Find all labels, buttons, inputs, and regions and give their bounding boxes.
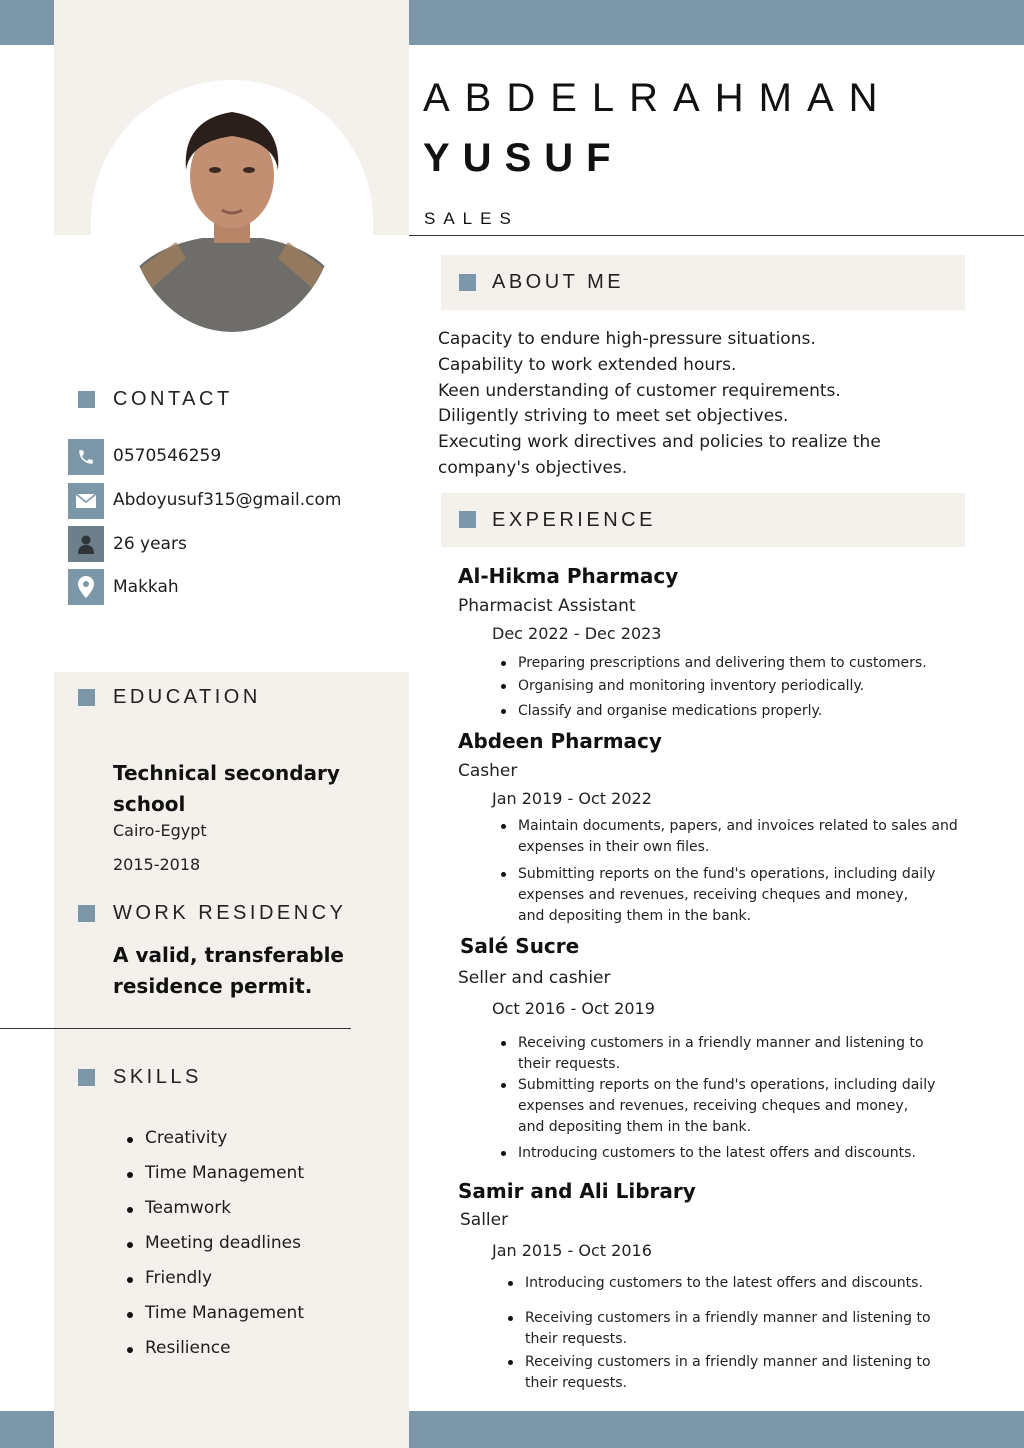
about-line: Capacity to endure high-pressure situations. (438, 329, 816, 349)
residency-title: WORK RESIDENCY (113, 902, 347, 924)
job-bullet: Maintain documents, papers, and invoices related to sales and expenses in their own files. (518, 816, 958, 858)
email-icon (68, 483, 104, 519)
phone-icon (68, 439, 104, 475)
contact-phone[interactable]: 0570546259 (113, 446, 222, 466)
job-title: SALES (424, 209, 519, 228)
education-title: EDUCATION (113, 686, 261, 708)
skill-item: Time Management (145, 1303, 304, 1323)
portrait-illustration-icon (128, 90, 336, 332)
education-location: Cairo-Egypt (113, 821, 207, 840)
residency-line: A valid, transferable (113, 943, 344, 967)
education-square-icon (78, 689, 95, 706)
bottom-left-band (0, 1411, 54, 1448)
job-bullet: Receiving customers in a friendly manner and listening to their requests. (525, 1308, 935, 1350)
experience-square-icon (459, 511, 476, 528)
about-title: ABOUT ME (492, 271, 625, 293)
profile-photo (128, 90, 336, 332)
skill-item: Meeting deadlines (145, 1233, 301, 1253)
job-bullet: Introducing customers to the latest offers and discounts. (525, 1273, 955, 1294)
job-company: Abdeen Pharmacy (458, 729, 662, 753)
skill-item: Friendly (145, 1268, 213, 1288)
job-bullet: Submitting reports on the fund's operations, including daily expenses and revenues, receiving cheques and money, and depositing them in the bank. (518, 864, 938, 927)
school-line: school (113, 792, 186, 816)
job-dates: Jan 2019 - Oct 2022 (492, 789, 652, 808)
job-dates: Dec 2022 - Dec 2023 (492, 624, 662, 643)
top-right-band (409, 0, 1024, 45)
job-bullet: Receiving customers in a friendly manner and listening to their requests. (525, 1352, 935, 1394)
residency-text (113, 940, 344, 1002)
skill-item: Teamwork (145, 1198, 232, 1218)
skills-title: SKILLS (113, 1066, 202, 1088)
about-line: Capability to work extended hours. (438, 354, 737, 375)
job-bullet: Classify and organise medications properly. (518, 701, 958, 722)
contact-city: Makkah (113, 577, 179, 597)
bottom-right-band (409, 1411, 1024, 1448)
job-bullet: Introducing customers to the latest offers and discounts. (518, 1143, 958, 1164)
education-school (113, 758, 340, 820)
job-role: Saller (460, 1210, 509, 1230)
left-divider (0, 1028, 351, 1029)
job-bullet: Organising and monitoring inventory periodically. (518, 676, 958, 697)
about-line: company's objectives. (438, 457, 628, 478)
contact-title: CONTACT (113, 388, 233, 410)
last-name: YUSUF (423, 136, 624, 180)
person-icon (68, 526, 104, 562)
job-role: Casher (458, 761, 518, 781)
job-company: Salé Sucre (460, 934, 580, 958)
residency-square-icon (78, 905, 95, 922)
job-role: Seller and cashier (458, 968, 611, 988)
experience-title: EXPERIENCE (492, 509, 656, 531)
job-bullet: Receiving customers in a friendly manner and listening to their requests. (518, 1033, 928, 1075)
contact-square-icon (78, 391, 95, 408)
skills-square-icon (78, 1069, 95, 1086)
job-company: Al-Hikma Pharmacy (458, 564, 679, 588)
skill-item: Creativity (145, 1128, 228, 1148)
job-bullet: Preparing prescriptions and delivering them to customers. (518, 653, 958, 674)
job-company: Samir and Ali Library (458, 1179, 696, 1203)
header-divider (409, 235, 1024, 236)
education-years: 2015-2018 (113, 855, 201, 874)
top-left-band (0, 0, 54, 45)
skill-item: Resilience (145, 1338, 231, 1358)
skill-item: Time Management (145, 1163, 304, 1183)
job-dates: Jan 2015 - Oct 2016 (492, 1241, 652, 1260)
about-text (438, 327, 958, 482)
contact-age: 26 years (113, 534, 187, 554)
school-line: Technical secondary (113, 761, 340, 785)
about-line: Keen understanding of customer requirements. (438, 380, 841, 401)
about-line: Diligently striving to meet set objectives. (438, 406, 789, 427)
residency-line: residence permit. (113, 974, 313, 998)
location-pin-icon (68, 569, 104, 605)
job-role: Pharmacist Assistant (458, 596, 636, 616)
job-dates: Oct 2016 - Oct 2019 (492, 999, 655, 1018)
about-square-icon (459, 274, 476, 291)
contact-email[interactable]: Abdoyusuf315@gmail.com (113, 490, 342, 510)
first-name: ABDELRAHMAN (423, 76, 893, 120)
job-bullet: Submitting reports on the fund's operations, including daily expenses and revenues, receiving cheques and money, and depositing them in the bank. (518, 1075, 938, 1138)
about-line: Executing work directives and policies to realize the (438, 432, 881, 453)
